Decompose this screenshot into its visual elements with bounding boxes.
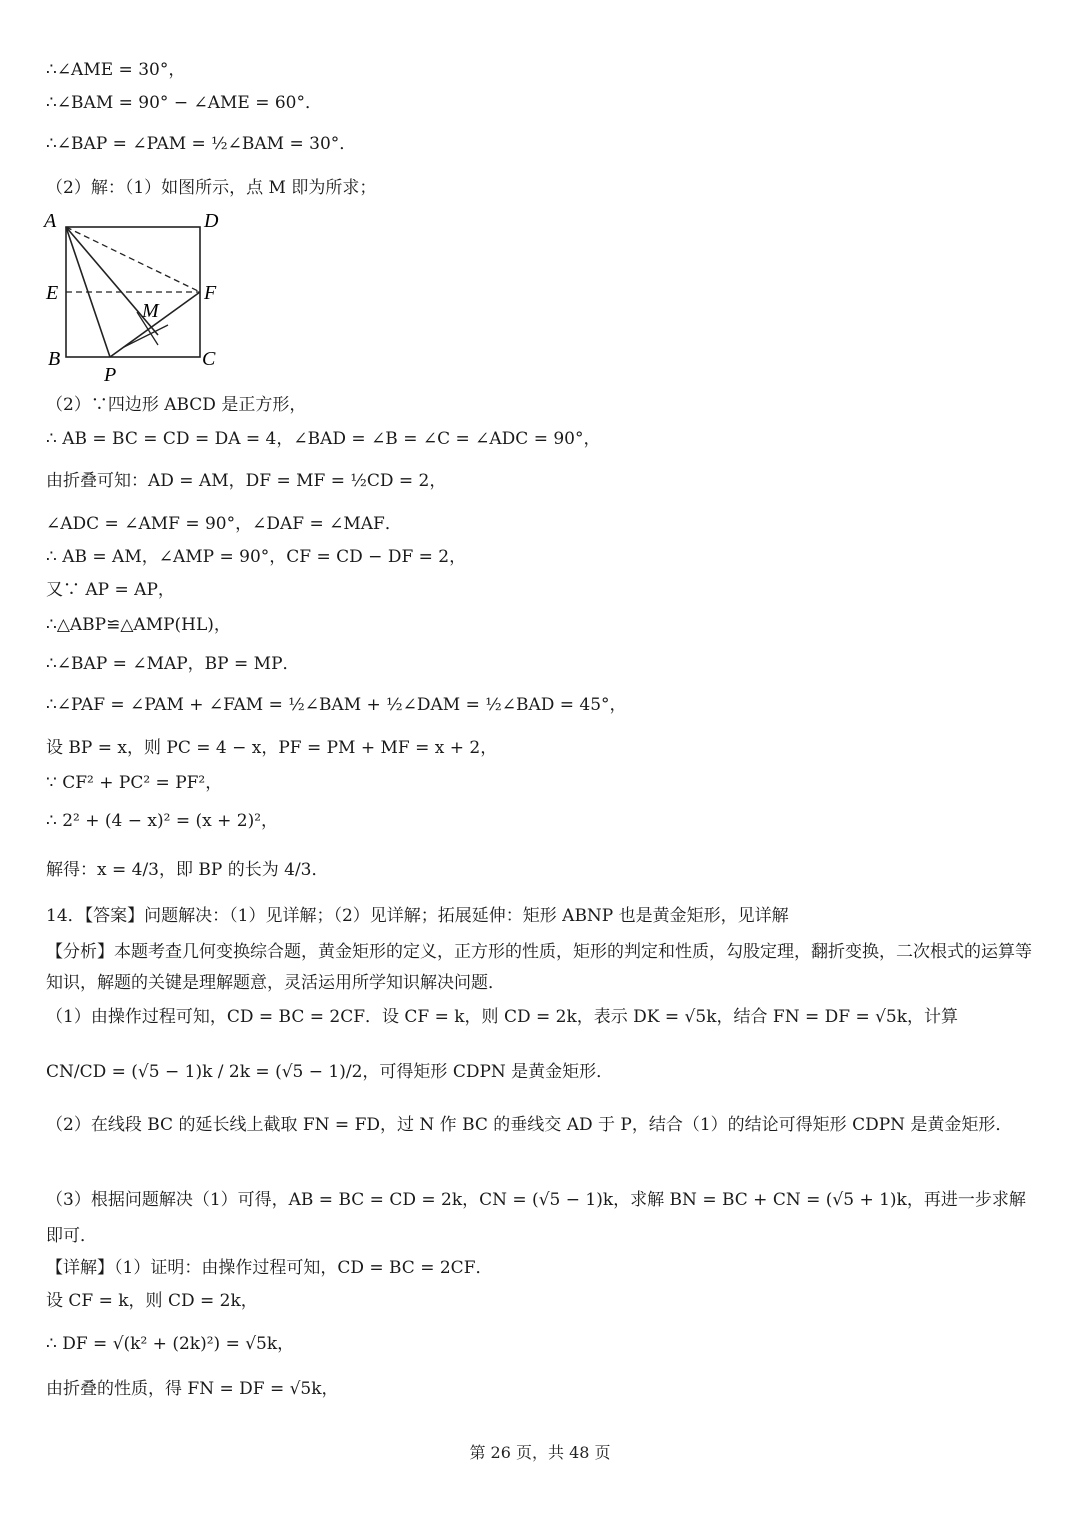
text-line: ∴ DF = √(k² + (2k)²) = √5k， bbox=[46, 1334, 295, 1354]
page-footer: 第 26 页，共 48 页 bbox=[469, 1443, 611, 1462]
text-line: ∠ADC = ∠AMF = 90°，∠DAF = ∠MAF． bbox=[46, 514, 402, 534]
text-line: 14．【答案】问题解决：（1）见详解；（2）见详解；拓展延伸：矩形 ABNP 也是黄金矩形，见详解 bbox=[46, 906, 789, 926]
text-line: ∴∠PAF = ∠PAM + ∠FAM = ½∠BAM + ½∠DAM = ½∠BAD = 45°， bbox=[46, 695, 627, 715]
text-line: 【详解】（1）证明：由操作过程可知，CD = BC = 2CF． bbox=[46, 1258, 493, 1278]
text-line: ∴ AB = AM，∠AMP = 90°，CF = CD − DF = 2， bbox=[46, 547, 467, 567]
arc-mark-2 bbox=[124, 325, 168, 347]
text-line: ∴∠BAP = ∠MAP，BP = MP． bbox=[46, 654, 300, 674]
dashed-line-af bbox=[66, 227, 200, 292]
text-line: 设 BP = x，则 PC = 4 − x，PF = PM + MF = x + 2， bbox=[46, 738, 498, 758]
text-line: ∴△ABP≌△AMP(HL)， bbox=[46, 615, 231, 635]
text-line: ∵ CF² + PC² = PF²， bbox=[46, 773, 223, 793]
text-line: CN/CD = (√5 − 1)k / 2k = (√5 − 1)/2，可得矩形 CDPN 是黄金矩形． bbox=[46, 1062, 614, 1082]
text-line: ∴∠BAM = 90° − ∠AME = 60°． bbox=[46, 93, 322, 113]
text-line: 又∵ AP = AP， bbox=[46, 580, 175, 600]
label-f: F bbox=[204, 282, 217, 304]
label-c: C bbox=[202, 348, 216, 370]
text-line: 解得：x = 4/3，即 BP 的长为 4/3． bbox=[46, 860, 329, 880]
text-line: 由折叠的性质，得 FN = DF = √5k， bbox=[46, 1379, 339, 1399]
text-line: ∴ 2² + (4 − x)² = (x + 2)²， bbox=[46, 811, 279, 831]
text-line: （2）∵四边形 ABCD 是正方形， bbox=[46, 395, 307, 415]
label-m: M bbox=[142, 300, 159, 322]
text-line: ∴∠BAP = ∠PAM = ½∠BAM = 30°． bbox=[46, 134, 357, 154]
label-e: E bbox=[46, 282, 59, 304]
geometry-figure bbox=[40, 205, 240, 390]
text-line: （2）解：（1）如图所示，点 M 即为所求； bbox=[46, 178, 377, 198]
text-line: 由折叠可知：AD = AM，DF = MF = ½CD = 2， bbox=[46, 471, 447, 491]
line-ap bbox=[66, 227, 110, 357]
text-line: （1）由操作过程可知，CD = BC = 2CF．设 CF = k，则 CD = 2k，表示 DK = √5k，结合 FN = DF = √5k，计算 bbox=[46, 1007, 959, 1027]
text-line: 设 CF = k，则 CD = 2k， bbox=[46, 1291, 258, 1311]
text-line: 【分析】本题考查几何变换综合题，黄金矩形的定义，正方形的性质，矩形的判定和性质，勾股定理，翻折变换，二次根式的运算等知识，解题的关键是理解题意，灵活运用所学知识解决问题． bbox=[46, 942, 1032, 993]
text-line: ∴∠AME = 30°， bbox=[46, 60, 186, 80]
text-line: ∴ AB = BC = CD = DA = 4，∠BAD = ∠B = ∠C = ∠ADC = 90°， bbox=[46, 429, 601, 449]
label-a: A bbox=[44, 210, 57, 232]
label-d: D bbox=[204, 210, 219, 232]
text-line: （2）在线段 BC 的延长线上截取 FN = FD，过 N 作 BC 的垂线交 AD 于 P，结合（1）的结论可得矩形 CDPN 是黄金矩形． bbox=[46, 1115, 1013, 1135]
label-b: B bbox=[48, 348, 61, 370]
text-line: （3）根据问题解决（1）可得，AB = BC = CD = 2k，CN = (√5 − 1)k，求解 BN = BC + CN = (√5 + 1)k，再进一步求解即可． bbox=[46, 1190, 1026, 1246]
label-p: P bbox=[104, 364, 117, 386]
